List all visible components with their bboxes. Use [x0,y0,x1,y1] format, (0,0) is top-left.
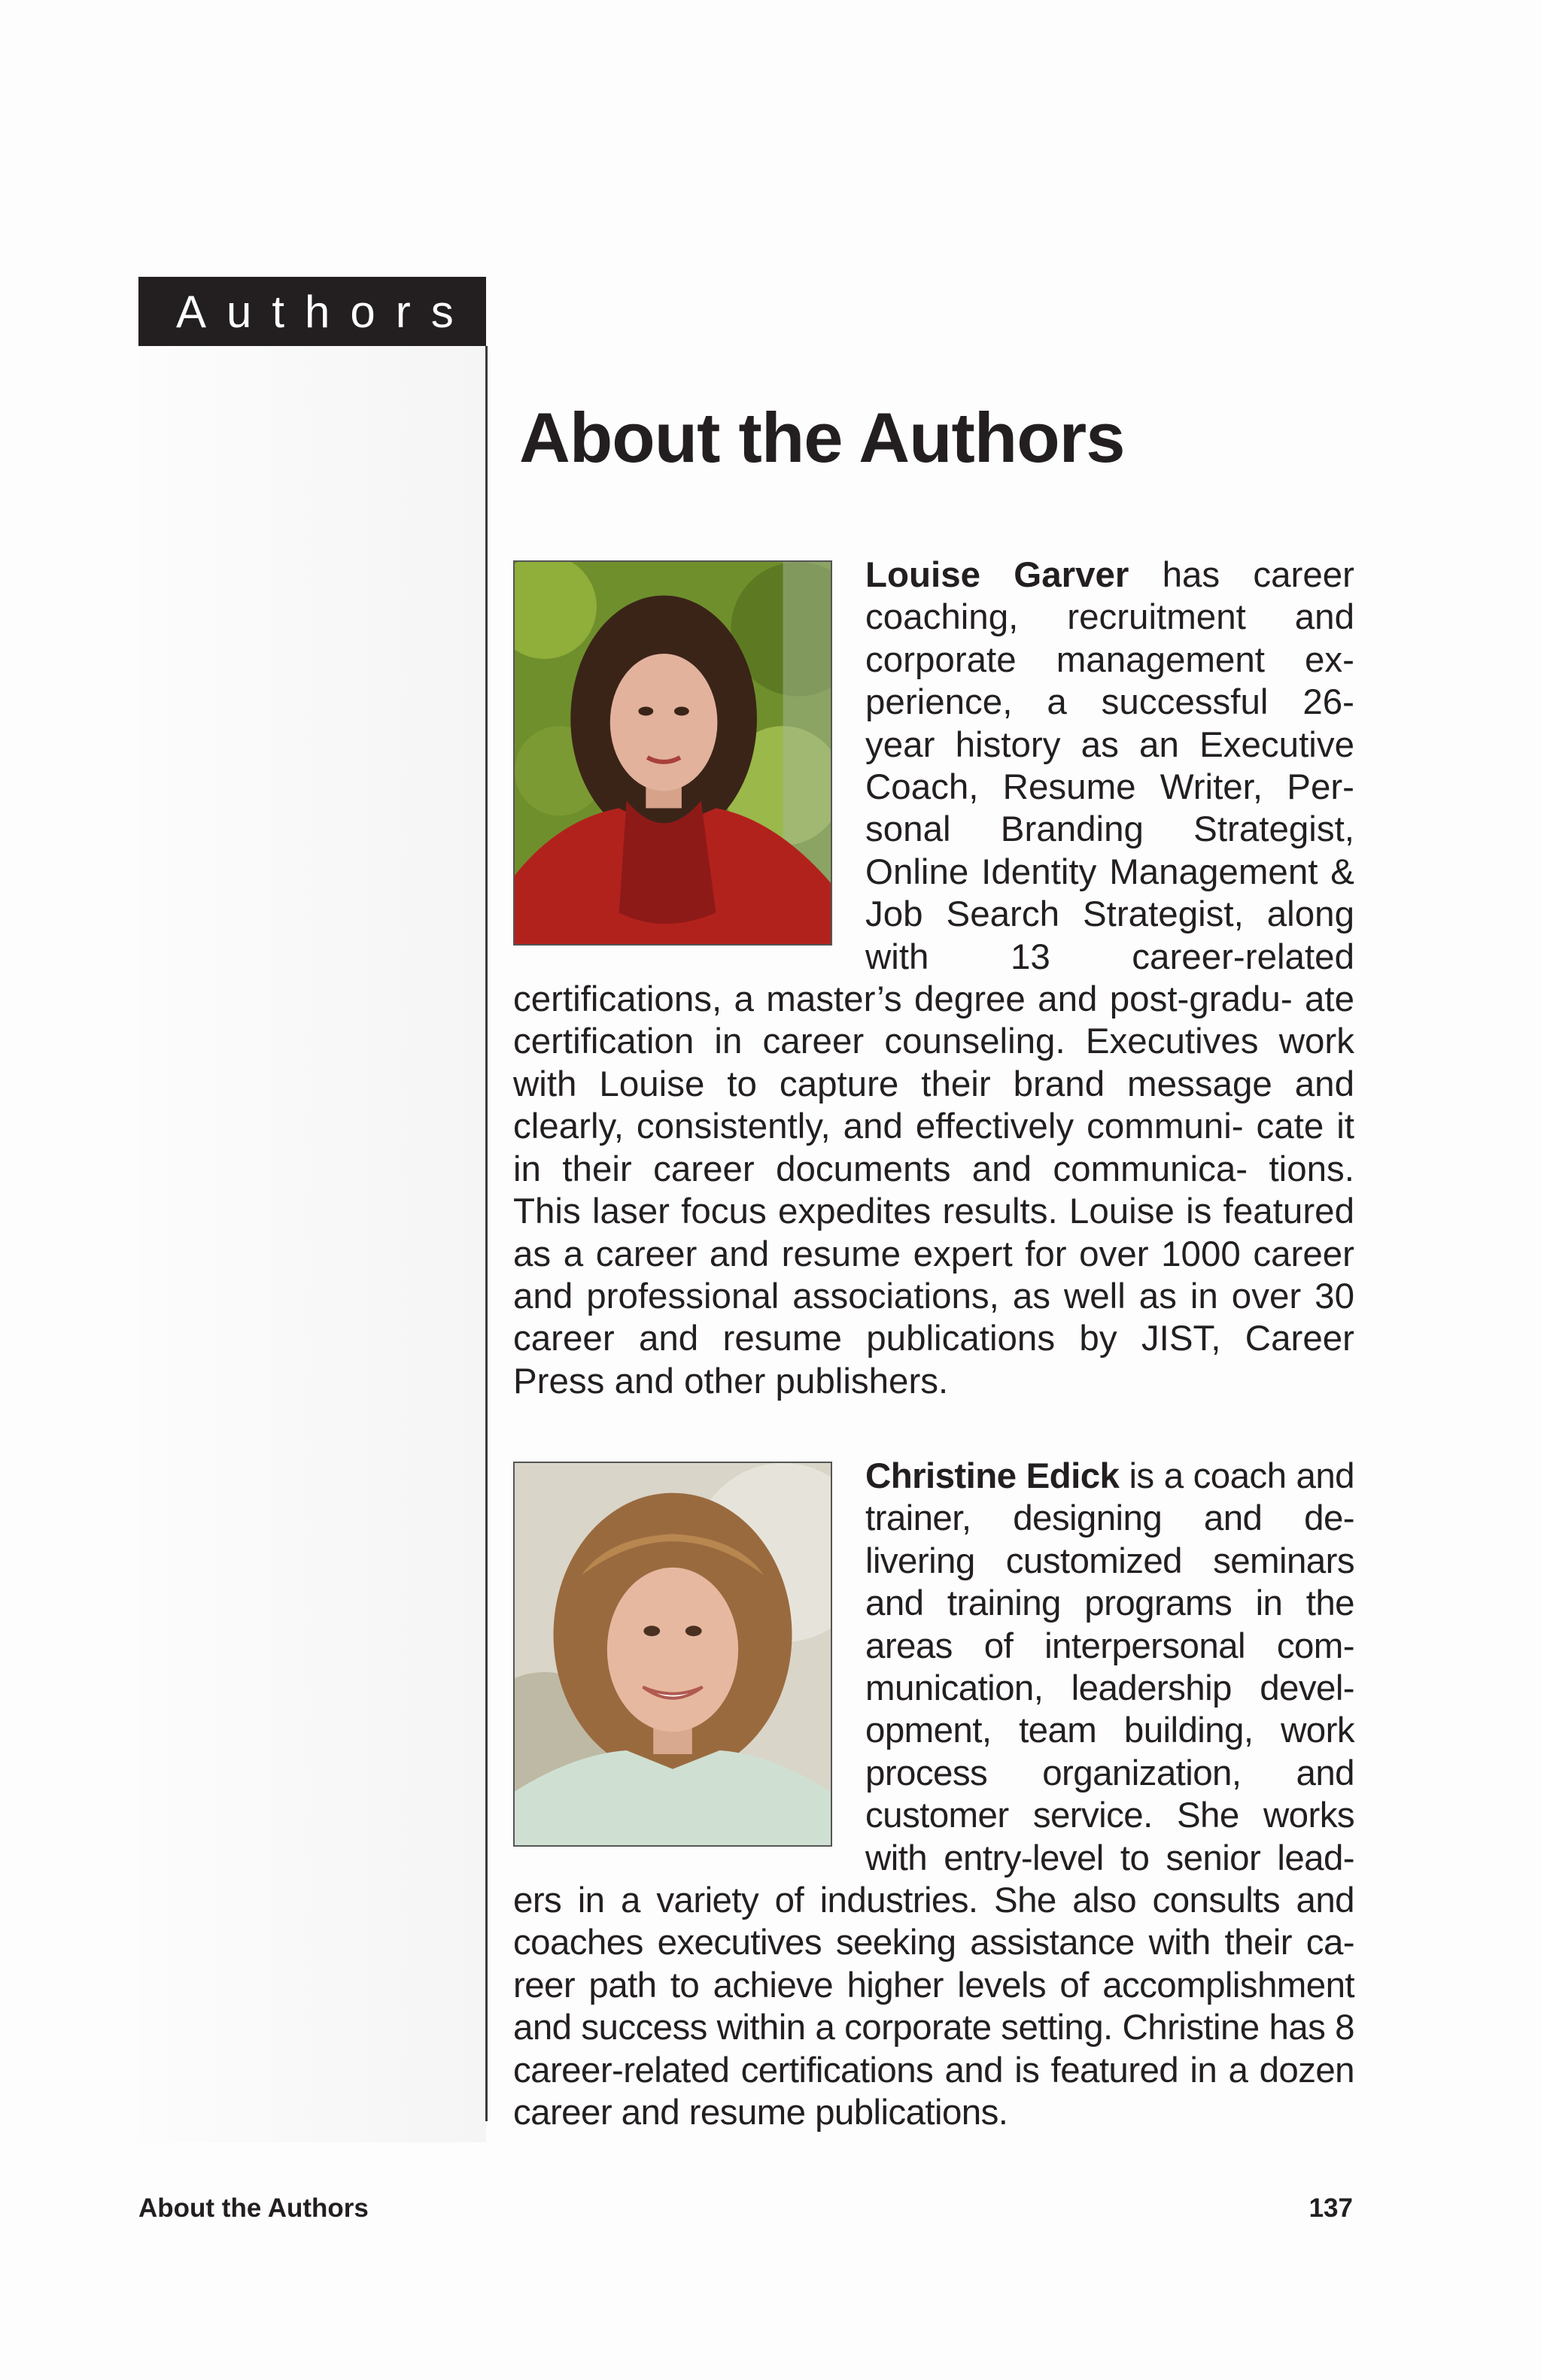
author-name-louise-garver: Louise Garver [865,555,1129,595]
author-bio-text-christine-edick: is a coach and trainer, designing and de- livering customized seminars and training programs in the areas of interpersonal com- munication, leadership devel- opment, team building, work process organization, and customer service. She works with entry-level to senior lead- ers in a variety of industries. She also consults and coaches executives seeking assistance with their ca- reer path to achieve higher levels of accomplishment and success within a corporate setting. Christine has 8 career-related certifications and is featured in a dozen career and resume publications. [513,1456,1354,2133]
section-tab-label: Authors [176,286,474,337]
footer-section-title: About the Authors [138,2193,369,2223]
author-bio-text-louise-garver: has career coaching, recruitment and corporate management ex- perience, a successful 26- year history as an Executive Coach, Resume Writer, Per- sonal Branding Strategist, Online Identity Management & Job Search Strategist, along with 13 career-related certifications, a master’s degree and post-gradu- ate certification in career counseling. Executives work with Louise to capture their brand message and clearly, consistently, and effectively communi- cate it in their career documents and communica- tions. This laser focus expedites results. Louise is featured as a career and resume expert for over 1000 career and professional associations, as well as in over 30 career and resume publications by JIST, Career Press and other publishers. [513,555,1354,1401]
author-name-christine-edick: Christine Edick [865,1456,1120,1496]
page-title: About the Authors [519,398,1125,477]
page-number: 137 [1308,2193,1353,2223]
section-tab [138,277,486,346]
author-photo-louise-garver [513,560,832,946]
author-photo-christine-edick [513,1462,832,1847]
author-bio-louise-garver [513,554,1354,1403]
vertical-rule [485,346,488,2121]
author-bio-christine-edick [513,1456,1354,2135]
sidebar-panel [138,277,486,2142]
